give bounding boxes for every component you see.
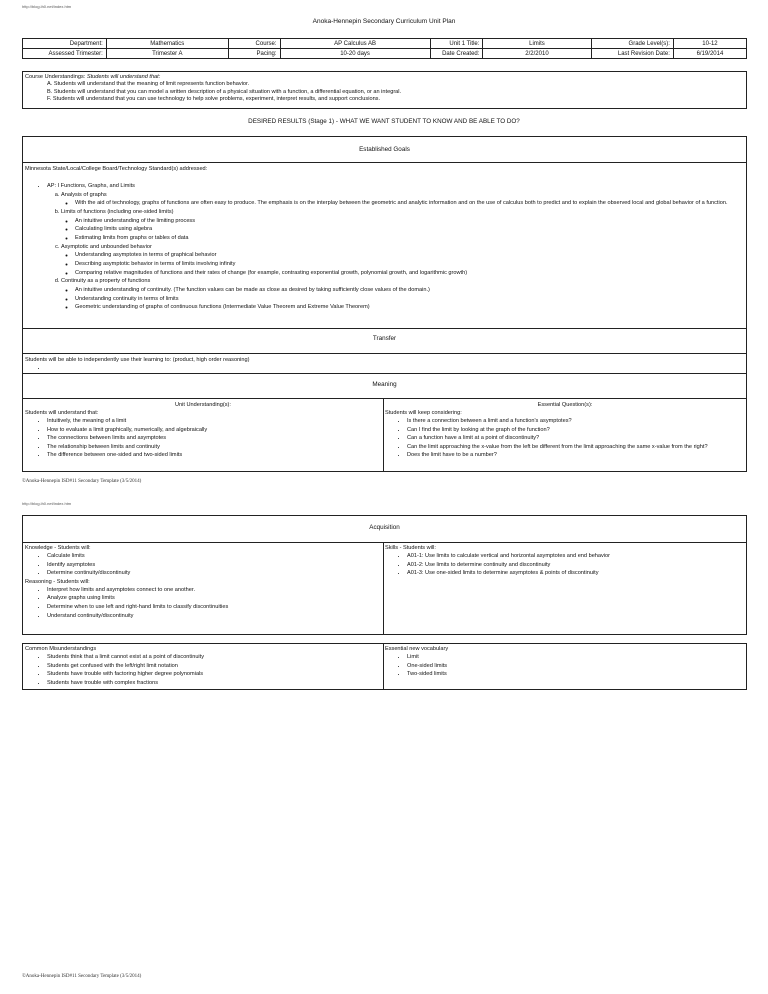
essential-question-item: • Does the limit have to be a number? [407,451,745,460]
acquisition-box [22,515,747,635]
skills-label: Skills - Students will: [385,545,436,551]
goal-detail: ◦ Understanding asymptotes in terms of graphical behavior [75,251,744,260]
page1-footer: ©Anoka-Hennepin ISD#11 Secondary Template (3/5/2014) [22,479,142,484]
meaning-header: Meaning [372,381,397,388]
essential-question-item: • Can a function have a limit at a point of discontinuity? [407,434,745,443]
transfer-text: Students will be able to independently use their learning to: (product, high order reasoning) [25,357,250,363]
unit-understanding-item: • The connections between limits and asymptotes [47,434,381,443]
unit-title-label: Unit 1 Title: [430,39,483,49]
course-understanding-item: B. Students will understand that you can model a written description of a physical situation with a function, a differential equation, or an integral. [47,88,402,95]
goal-continuity: d. Continuity as a property of functions ◦ An intuitive understanding of continuity. (The function values can be made as close as desired by taking sufficiently close values of the domain.) ◦ Understanding continuity in terms of limits ◦ Geometric understanding of graphs of continuous functions (Intermediate Value Theorem and Extreme Value Theorem) [61,277,744,312]
goal-detail: ◦ Describing asymptotic behavior in terms of limits involving infinity [75,260,744,269]
department-value: Mathematics [106,39,228,49]
reasoning-item: • Analyze graphs using limits [47,594,381,603]
vocabulary-item: • One-sided limits [407,662,745,671]
vocabulary-label: Essential new vocabulary [385,646,449,652]
misunderstandings-column [25,645,381,687]
reasoning-label: Reasoning - Students will: [25,578,90,585]
unit-understandings-column [25,401,381,460]
goal-detail: ◦ Comparing relative magnitudes of functions and their rates of change (for example, contrasting exponential growth, polynomial growth, and logarithmic growth) [75,269,744,278]
page2-url: http://blog.ih0.net/index.htm [22,501,72,506]
course-understanding-item: A. Students will understand that the meaning of limit represents function behavior. [47,81,250,87]
unit-understandings-header: Unit Understanding(s): [175,402,231,408]
skills-item: • A01-3: Use one-sided limits to determine asymptotes & points of discontinuity [407,569,745,578]
goal-detail: ◦ Understanding continuity in terms of limits [75,295,744,304]
goal-asymptotic-behavior: c. Asymptotic and unbounded behavior ◦ Understanding asymptotes in terms of graphical behavior ◦ Describing asymptotic behavior in terms of limits involving infinity ◦ Comparing relative magnitudes of functions and their rates of change (for example, contrasting exponential growth, polynomial growth, and logarithmic growth) [61,243,744,278]
unit-title-value: Limits [483,39,591,49]
reasoning-item: • Interpret how limits and asymptotes connect to one another. [47,586,381,595]
essential-questions-header: Essential Question(s): [537,402,593,408]
goal-detail: ◦ With the aid of technology, graphs of functions are often easy to produce. The emphasis is on the interplay between the geometric and analytic information and on the use of calculus both to predict and to explain the observed local and global behavior of a function. [75,199,744,208]
last-revision-label: Last Revision Date: [591,49,673,59]
course-understanding-item: F. Students will understand that you can use technology to help solve problems, experiment, interpret results, and support conclusions. [47,96,381,103]
goal-limits-of-functions: b. Limits of functions (including one-sided limits) ◦ An intuitive understanding of the limiting process ◦ Calculating limits using algebra ◦ Estimating limits from graphs or tables of data [61,208,744,243]
course-label: Course: [228,39,280,49]
goal-detail: ◦ An intuitive understanding of the limiting process [75,217,744,226]
knowledge-reasoning-column [25,544,381,620]
goal-detail: ◦ An intuitive understanding of continuity. (The function values can be made as close as desired by taking sufficiently close values of the domain.) [75,286,744,295]
skills-column [385,544,745,578]
goal-detail: ◦ Calculating limits using algebra [75,225,744,234]
grade-level-value: 10-12 [673,39,746,49]
misunderstanding-item: • Students have trouble with complex fractions [47,679,381,688]
unit-understanding-item: • Intuitively, the meaning of a limit [47,417,381,426]
unit-meta-table [22,38,747,59]
assessed-trimester-value: Trimester A [106,49,228,59]
document-title: Anoka-Hennepin Secondary Curriculum Unit Plan [312,18,456,25]
page2-footer: ©Anoka-Hennepin ISD#11 Secondary Template (3/5/2014) [22,974,142,979]
reasoning-item: • Understand continuity/discontinuity [47,612,381,621]
assessed-trimester-label: Assessed Trimester: [23,49,107,59]
standards-item: • AP: I Functions, Graphs, and Limits a. Analysis of graphs ◦ With the aid of technology, graphs of functions are often easy to produce. The emphasis is on the interplay between the geometric and analytic information and on the use of calculus both to predict and to explain the observed local and global behavior of a function. b. Limits of functions (including one-sided limits) ◦ An intuitive understanding of the limiting process ◦ Calculating limits using algebra ◦ Estimating limits from graphs or tables of data c. Asymptotic and unbounded behavior ◦ Understanding asymptotes in terms of graphical behavior ◦ Describing asymptotic behavior in terms of limits involving infinity ◦ Comparing relative magnitudes of functions and their rates of change (for example, contrasting exponential growth, polynomial growth, and logarithmic growth) d. Continuity as a property of functions ◦ An intuitive understanding of continuity. (The function values can be made as close as desired by taking sufficiently close values of the domain.) ◦ Understanding continuity in terms of limits ◦ Geometric understanding of graphs of continuous functions (Intermediate Value Theorem and Extreme Value Theorem) [47,182,744,312]
knowledge-item: • Identify asymptotes [47,561,381,570]
knowledge-item: • Calculate limits [47,552,381,561]
department-label: Department: [23,39,107,49]
goal-detail: ◦ Estimating limits from graphs or tables of data [75,234,744,243]
standards-label: Minnesota State/Local/College Board/Technology Standard(s) addressed: [25,166,208,172]
goal-detail: ◦ Geometric understanding of graphs of continuous functions (Intermediate Value Theorem and Extreme Value Theorem) [75,303,744,312]
vocabulary-item: • Two-sided limits [407,670,745,679]
course-understandings-box [22,71,747,109]
course-understandings-intro: Students will understand that: [86,74,161,80]
essential-question-item: • Can I find the limit by looking at the graph of the function? [407,426,745,435]
essential-question-item: • Is there a connection between a limit and a function's asymptotes? [407,417,745,426]
unit-understanding-item: • The relationship between limits and continuity [47,443,381,452]
unit-understanding-item: • How to evaluate a limit graphically, numerically, and algebraically [47,426,381,435]
essential-questions-intro: Students will keep considering: [385,410,462,416]
knowledge-label: Knowledge - Students will: [25,545,91,551]
knowledge-item: • Determine continuity/discontinuity [47,569,381,578]
pacing-value: 10-20 days [280,49,430,59]
essential-questions-column [385,401,745,460]
essential-question-item: • Can the limit approaching the x-value from the left be different from the limit approaching the same x-value from the right? [407,443,745,452]
pacing-label: Pacing: [228,49,280,59]
misunderstanding-item: • Students get confused with the left/right limit notation [47,662,381,671]
date-created-label: Date Created: [430,49,483,59]
acquisition-header: Acquisition [369,524,400,531]
course-value: AP Calculus AB [280,39,430,49]
unit-understanding-item: • The difference between one-sided and two-sided limits [47,451,381,460]
reasoning-item: • Determine when to use left and right-hand limits to classify discontinuities [47,603,381,612]
established-goals-content [25,165,744,312]
misunderstanding-item: • Students have trouble with factoring higher degree polynomials [47,670,381,679]
established-goals-header: Established Goals [359,146,410,153]
vocabulary-column [385,645,745,679]
page-url: http://blog.ih0.net/index.htm [22,4,72,9]
misunderstandings-label: Common Misunderstandings [25,646,97,652]
unit-understandings-intro: Students will understand that: [25,410,99,416]
stage1-box [22,136,747,472]
vocabulary-item: • Limit [407,653,745,662]
misunderstandings-vocabulary-box [22,643,747,690]
misunderstanding-item: • Students think that a limit cannot exist at a point of discontinuity [47,653,381,662]
skills-item: • A01-2: Use limits to determine continuity and discontinuity [407,561,745,570]
course-understandings-label: Course Understandings: [25,74,86,80]
skills-item: • A01-1: Use limits to calculate vertical and horizontal asymptotes and end behavior [407,552,745,561]
transfer-header: Transfer [372,335,397,342]
date-created-value: 2/2/2010 [483,49,591,59]
grade-level-label: Grade Level(s): [591,39,673,49]
goal-analysis-of-graphs: a. Analysis of graphs ◦ With the aid of technology, graphs of functions are often easy to produce. The emphasis is on the interplay between the geometric and analytic information and on the use of calculus both to predict and to explain the observed local and global behavior of a function. [61,191,744,208]
last-revision-value: 6/19/2014 [673,49,746,59]
desired-results-heading: DESIRED RESULTS (Stage 1) - WHAT WE WANT STUDENT TO KNOW AND BE ABLE TO DO? [248,118,520,125]
